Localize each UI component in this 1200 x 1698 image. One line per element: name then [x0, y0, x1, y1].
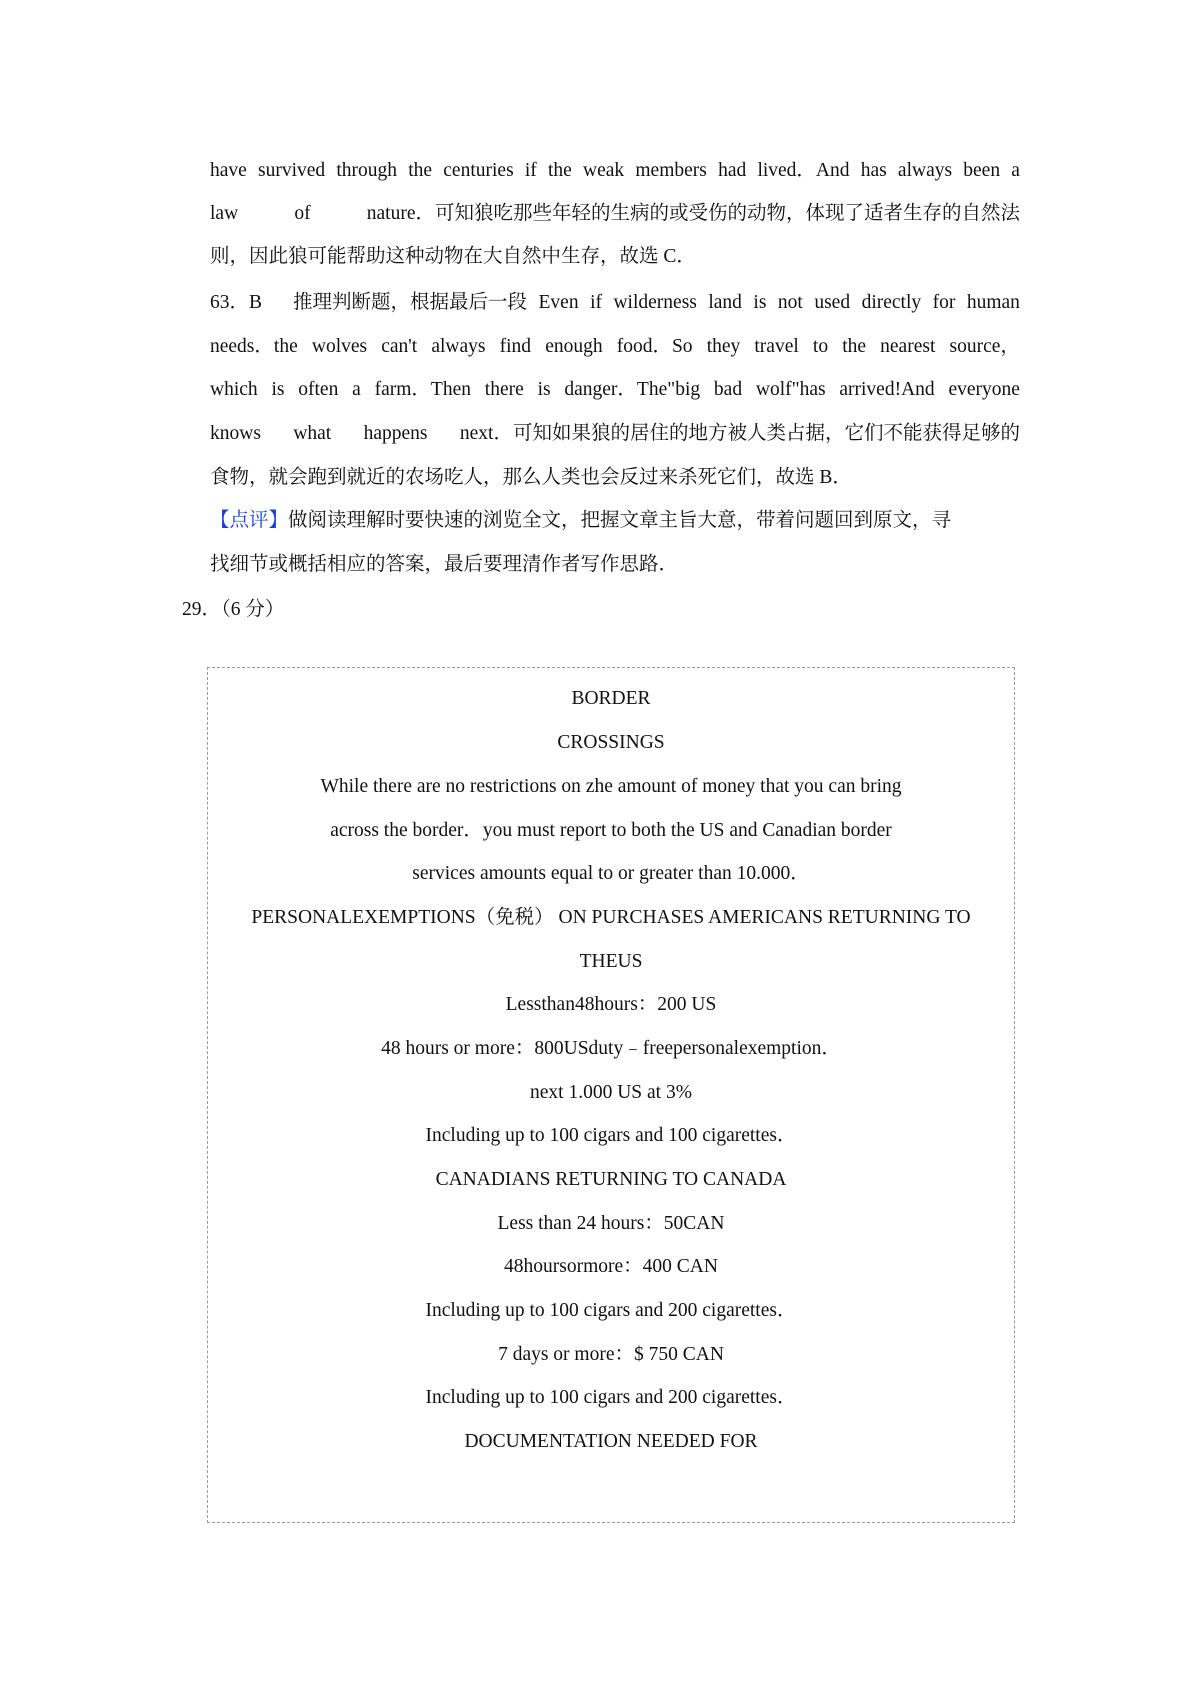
- text-run: members: [635, 160, 707, 181]
- text-run: not: [777, 292, 803, 313]
- text-run: arrived!And: [839, 379, 935, 400]
- text-run: they: [706, 336, 741, 357]
- text-run: land: [708, 292, 742, 313]
- answer-63-line-5: 食物，就会跑到就近的农场吃人，那么人类也会反过来杀死它们，故选 B．: [210, 467, 852, 488]
- text-run: Even: [538, 292, 579, 313]
- text-run: farm．Then: [374, 379, 471, 400]
- text-run: is: [271, 379, 285, 400]
- text-run: has: [860, 160, 887, 181]
- comment-line-1: [210, 507, 1020, 535]
- text-run: bad: [713, 379, 743, 400]
- passage-line-5: services amounts equal to or greater than 10.000．: [412, 863, 810, 884]
- text-run: centuries: [443, 160, 514, 181]
- text-run: which: [210, 379, 258, 400]
- answer-63-line-1: [210, 289, 1020, 317]
- passage-line-3: While there are no restrictions on zhe amount of money that you can bring: [320, 776, 902, 797]
- answer-63-line-4: [210, 420, 1020, 448]
- text-run: through: [336, 160, 398, 181]
- comment-text-1: 做阅读理解时要快速的浏览全文，把握文章主旨大意，带着问题回到原文，寻: [288, 510, 952, 531]
- text-run: wolves: [311, 336, 368, 357]
- comment-tag: 【点评】: [210, 510, 289, 531]
- prev-answer-line-1: [210, 157, 1020, 185]
- passage-line-18: DOCUMENTATION NEEDED FOR: [464, 1431, 758, 1452]
- text-run: a: [352, 379, 361, 400]
- text-run: wolf"has: [755, 379, 826, 400]
- passage-line-11: Including up to 100 cigars and 100 cigarettes．: [425, 1125, 797, 1146]
- text-run: happens: [363, 423, 428, 444]
- passage-line-15: Including up to 100 cigars and 200 cigarettes．: [425, 1300, 797, 1321]
- text-run: the: [548, 160, 572, 181]
- text-run: wilderness: [613, 292, 697, 313]
- text-run: nearest: [880, 336, 936, 357]
- passage-line-6: PERSONALEXEMPTIONS（免税） ON PURCHASES AMERICANS RETURNING TO: [251, 907, 971, 928]
- text-run: danger．The"big: [564, 379, 701, 400]
- text-run: food．So: [616, 336, 693, 357]
- text-run: had: [718, 160, 747, 181]
- answer-63-line-2: [210, 333, 1020, 361]
- text-run: what: [293, 423, 332, 444]
- text-run: knows: [210, 423, 261, 444]
- passage-line-9: 48 hours or more：800USduty﹣freepersonalexemption．: [381, 1038, 841, 1059]
- text-run: next．可知如果狼的居住的地方被人类占据，它们不能获得足够的: [459, 423, 1020, 444]
- text-run: the: [842, 336, 867, 357]
- passage-line-4: across the border．you must report to both the US and Canadian border: [330, 820, 892, 841]
- text-run: is: [537, 379, 551, 400]
- prev-answer-line-3: 则，因此狼可能帮助这种动物在大自然中生存，故选 C．: [210, 246, 696, 267]
- text-run: weak: [583, 160, 625, 181]
- text-run: been: [963, 160, 1001, 181]
- text-run: is: [753, 292, 767, 313]
- text-run: nature．可知狼吃那些年轻的生病的或受伤的动物，体现了适者生存的自然法: [366, 203, 1020, 224]
- passage-line-8: Lessthan48hours：200 US: [505, 994, 717, 1015]
- answer-63-line-3: [210, 376, 1020, 404]
- text-run: used: [814, 292, 851, 313]
- text-run: of: [294, 203, 311, 224]
- passage-line-12: CANADIANS RETURNING TO CANADA: [435, 1169, 787, 1190]
- text-run: travel: [754, 336, 799, 357]
- text-run: everyone: [948, 379, 1020, 400]
- text-run: survived: [258, 160, 326, 181]
- prev-answer-line-2: [210, 200, 1020, 228]
- passage-line-2: CROSSINGS: [557, 732, 665, 753]
- text-run: law: [210, 203, 239, 224]
- question-number: 29．（6 分）: [182, 599, 285, 620]
- text-run: always: [431, 336, 486, 357]
- text-run: 63．B: [210, 292, 282, 313]
- text-run: needs．the: [210, 336, 298, 357]
- text-run: always: [897, 160, 953, 181]
- text-run: 推理判断题，根据最后一段: [293, 292, 528, 313]
- passage-line-13: Less than 24 hours：50CAN: [497, 1213, 725, 1234]
- text-run: to: [812, 336, 829, 357]
- text-run: a: [1011, 160, 1020, 181]
- text-run: find: [499, 336, 532, 357]
- text-run: human: [966, 292, 1020, 313]
- text-run: for: [932, 292, 956, 313]
- passage-line-7: THEUS: [579, 951, 643, 972]
- comment-line-2: 找细节或概括相应的答案，最后要理清作者写作思路．: [210, 554, 679, 575]
- text-run: can't: [381, 336, 418, 357]
- text-run: there: [484, 379, 524, 400]
- text-run: enough: [545, 336, 603, 357]
- text-run: source，: [949, 336, 1020, 357]
- text-run: often: [298, 379, 339, 400]
- passage-line-16: 7 days or more：$ 750 CAN: [498, 1344, 724, 1365]
- text-run: have: [210, 160, 247, 181]
- passage-line-14: 48hoursormore：400 CAN: [504, 1256, 718, 1277]
- text-run: if: [524, 160, 537, 181]
- passage-line-17: Including up to 100 cigars and 200 cigarettes．: [425, 1387, 797, 1408]
- text-run: directly: [861, 292, 922, 313]
- passage-box: [207, 667, 1015, 1523]
- text-run: lived．And: [757, 160, 850, 181]
- passage-line-1: BORDER: [571, 688, 651, 709]
- text-run: if: [590, 292, 602, 313]
- passage-line-10: next 1.000 US at 3%: [530, 1082, 692, 1103]
- text-run: the: [408, 160, 433, 181]
